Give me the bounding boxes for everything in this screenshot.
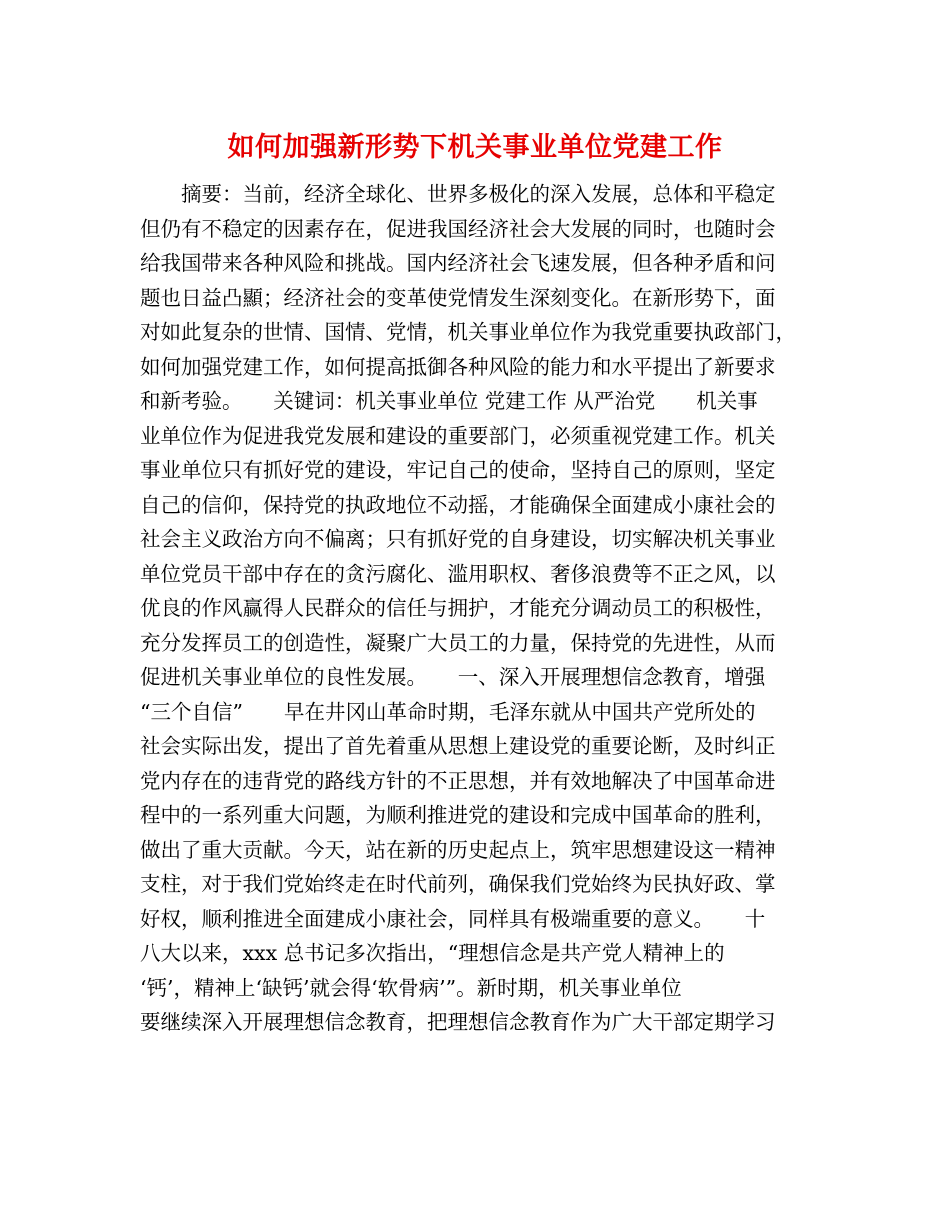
body-line: 程中的一系列重大问题，为顺利推进党的建设和完成中国革命的胜利， — [140, 803, 776, 827]
body-line: ‘钙’，精神上‘缺钙’就会得‘软骨病’”。新时期，机关事业单位 — [140, 975, 682, 1000]
body-line: 优良的作风赢得人民群众的信任与拥护，才能充分调动员工的积极性， — [140, 596, 776, 620]
body-line: 社会实际出发，提出了首先着重从思想上建设党的重要论断，及时纠正 — [140, 734, 776, 758]
body-line: 给我国带来各种风险和挑战。国内经济社会飞速发展，但各种矛盾和问 — [140, 251, 776, 275]
body-line: 好权，顺利推进全面建成小康社会，同样具有极端重要的意义。 十 — [140, 906, 766, 931]
body-line: 题也日益凸顯；经济社会的变革使党情发生深刻变化。在新形势下，面 — [140, 285, 776, 310]
body-line: 自己的信仰，保持党的执政地位不动摇，才能确保全面建成小康社会的 — [140, 492, 776, 517]
body-line: 摘要：当前，经济全球化、世界多极化的深入发展，总体和平稳定 — [140, 182, 776, 206]
body-line: 业单位作为促进我党发展和建设的重要部门，必须重视党建工作。机关 — [140, 423, 776, 448]
body-line: 对如此复杂的世情、国情、党情，机关事业单位作为我党重要执政部门， — [140, 320, 796, 344]
body-line: 如何加强党建工作，如何提高抵御各种风险的能力和水平提出了新要求 — [140, 354, 776, 379]
body-line: 要继续深入开展理想信念教育，把理想信念教育作为广大干部定期学习 — [140, 1010, 776, 1034]
body-line: 八大以来，xxx 总书记多次指出，“理想信念是共产党人精神上的 — [140, 941, 725, 965]
body-line: 事业单位只有抓好党的建设，牢记自己的使命，坚持自己的原则，坚定 — [140, 458, 776, 482]
body-line: 促进机关事业单位的良性发展。 一、深入开展理想信念教育，增强 — [140, 665, 766, 689]
body-line: 党内存在的违背党的路线方针的不正思想，并有效地解决了中国革命进 — [140, 768, 776, 793]
body-line: 但仍有不稳定的因素存在，促进我国经济社会大发展的同时，也随时会 — [140, 216, 776, 241]
body-line: 做出了重大贡献。今天，站在新的历史起点上，筑牢思想建设这一精神 — [140, 837, 776, 862]
body-line: 社会主义政治方向不偏离；只有抓好党的自身建设，切实解决机关事业 — [140, 527, 776, 551]
body-line: 和新考验。 关键词：机关事业单位 党建工作 从严治党 机关事 — [140, 389, 758, 413]
body-line: 充分发挥员工的创造性，凝聚广大员工的力量，保持党的先进性，从而 — [140, 630, 776, 655]
document-body — [140, 177, 815, 1040]
body-line: 单位党员干部中存在的贪污腐化、滥用职权、奢侈浪费等不正之风，以 — [140, 561, 776, 586]
document-title: 如何加强新形势下机关事业单位党建工作 — [227, 132, 723, 163]
body-line: 支柱，对于我们党始终走在时代前列，确保我们党始终为民执好政、掌 — [140, 872, 776, 896]
body-line: “三个自信” 早在井冈山革命时期，毛泽东就从中国共产党所处的 — [140, 699, 756, 724]
